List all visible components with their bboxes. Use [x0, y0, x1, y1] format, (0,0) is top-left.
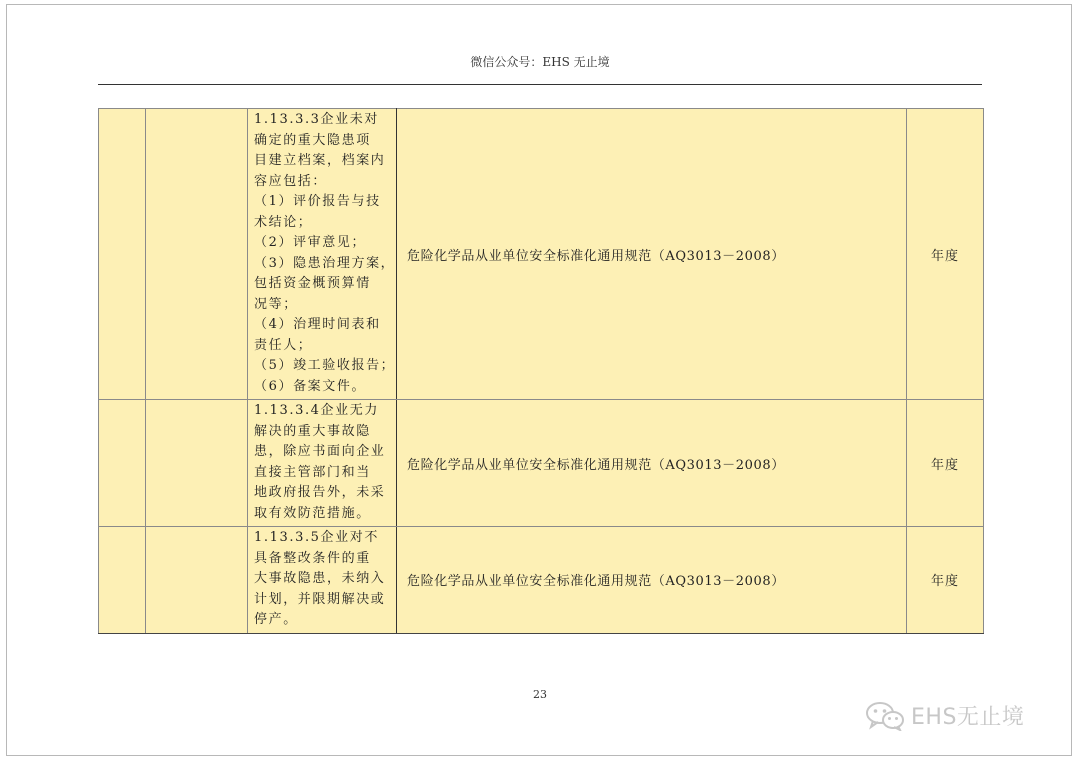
- wechat-icon: [865, 701, 905, 731]
- check-frequency: 年度: [907, 109, 984, 400]
- item-description: [248, 109, 397, 400]
- description-line: 术结论；: [254, 214, 313, 230]
- description-line: 1.13.3.3企业未对: [254, 112, 379, 127]
- table-cell-empty: [146, 400, 248, 527]
- description-line: （1）评价报告与技: [254, 194, 381, 209]
- description-line: 确定的重大隐患项: [254, 132, 371, 148]
- table-cell-empty: [99, 400, 146, 527]
- table-cell-empty: [146, 109, 248, 400]
- description-line: 具备整改条件的重: [254, 550, 371, 566]
- description-line: 况等；: [254, 296, 298, 312]
- description-line: 计划，并限期解决或: [254, 591, 386, 607]
- description-line: 责任人；: [254, 337, 313, 353]
- item-description: [248, 400, 397, 527]
- header-rule: [98, 84, 982, 85]
- description-line: （4）治理时间表和: [254, 317, 381, 332]
- description-line: （3）隐患治理方案，: [254, 255, 396, 271]
- check-frequency: 年度: [907, 400, 984, 527]
- table-cell-empty: [99, 527, 146, 634]
- page-number: 23: [533, 688, 547, 701]
- standard-reference: 危险化学品从业单位安全标准化通用规范（AQ3013－2008）: [397, 109, 907, 400]
- description-line: 地政府报告外，未采: [254, 485, 386, 500]
- description-line: 1.13.3.4企业无力: [254, 403, 379, 418]
- table-row: [99, 109, 984, 400]
- description-line: 取有效防范措施。: [254, 505, 371, 521]
- description-line: 包括资金概预算情: [254, 276, 371, 291]
- table-cell-empty: [99, 109, 146, 400]
- table-row: [99, 527, 984, 634]
- page-header: 微信公众号：EHS 无止境: [470, 55, 610, 69]
- description-line: 大事故隐患，未纳入: [254, 571, 386, 586]
- description-line: 目建立档案，档案内: [254, 153, 386, 168]
- item-description: [248, 527, 397, 634]
- description-line: 停产。: [254, 612, 298, 627]
- description-line: 患，除应书面向企业: [254, 444, 386, 459]
- watermark-text: EHS无止境: [911, 705, 1025, 730]
- description-line: （6）备案文件。: [254, 378, 367, 394]
- regulation-table: [98, 108, 984, 634]
- description-line: 解决的重大事故隐: [254, 423, 371, 439]
- description-line: 容应包括：: [254, 173, 328, 189]
- standard-reference: 危险化学品从业单位安全标准化通用规范（AQ3013－2008）: [397, 527, 907, 634]
- table-cell-empty: [146, 527, 248, 634]
- description-line: （5）竣工验收报告；: [254, 358, 396, 373]
- standard-reference: 危险化学品从业单位安全标准化通用规范（AQ3013－2008）: [397, 400, 907, 527]
- description-line: 1.13.3.5企业对不: [254, 530, 379, 545]
- table-row: [99, 400, 984, 527]
- watermark: [865, 700, 1024, 731]
- description-line: 直接主管部门和当: [254, 464, 371, 480]
- check-frequency: 年度: [907, 527, 984, 634]
- description-line: （2）评审意见；: [254, 235, 367, 250]
